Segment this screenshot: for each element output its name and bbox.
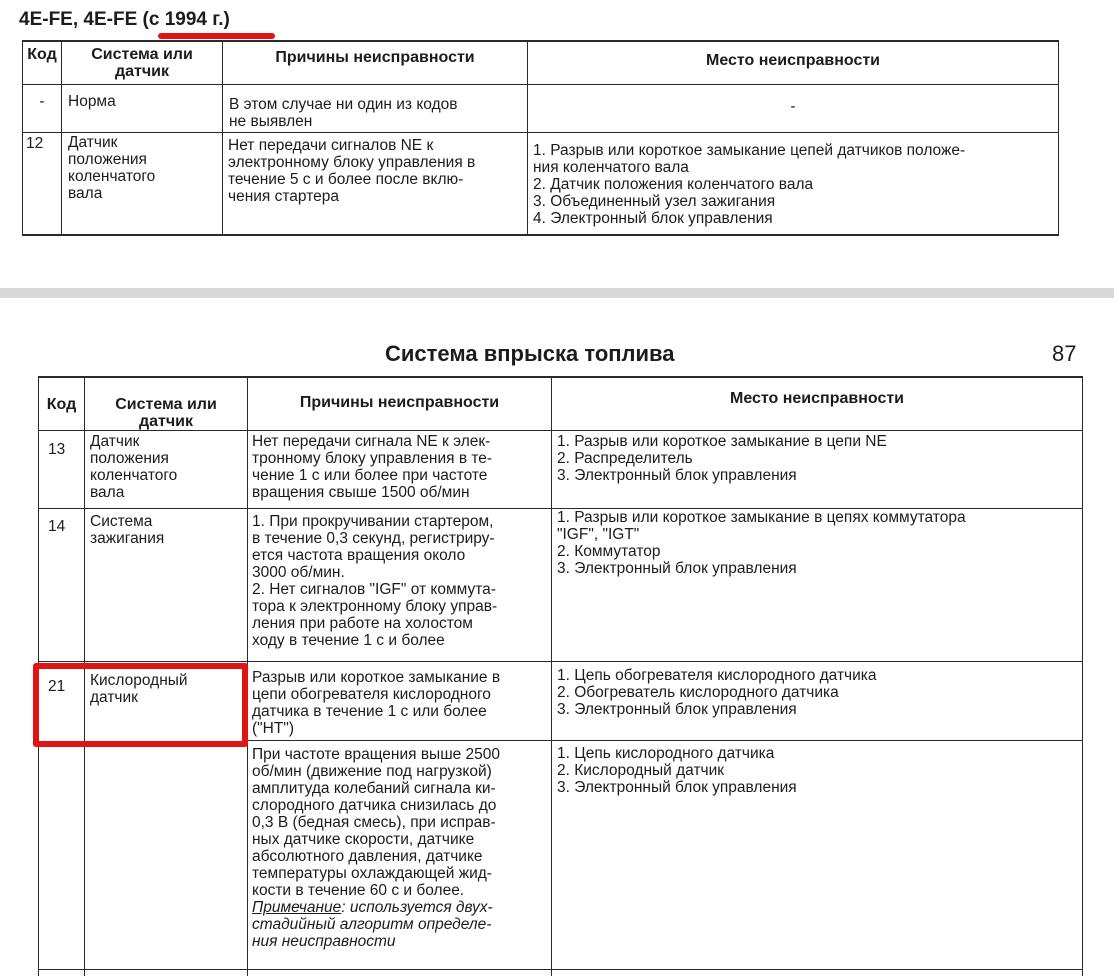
row14-code: 14 <box>48 518 66 535</box>
row13-system: Датчик положения коленчатого вала <box>90 433 178 501</box>
top-row2-system: Датчик положения коленчатого вала <box>68 134 156 202</box>
row21b-cause <box>252 746 500 950</box>
row21-cause: Разрыв или короткое замыкание в цепи обогревателя кислородного датчика в течение 1 с или более ("HT") <box>252 669 501 737</box>
top-row2-cause: Нет передачи сигналов NE к электронному блоку управления в течение 5 с и более после вклю- чения стартера <box>228 137 476 205</box>
row13-code: 13 <box>48 441 66 458</box>
header-code: Код <box>46 396 77 413</box>
row13-cause: Нет передачи сигнала NE к элек- тронному блоку управления в те- чение 1 с или более при частоте вращения свыше 1500 об/мин <box>252 433 493 501</box>
year-red-underline <box>158 33 275 39</box>
row14-location: 1. Разрыв или короткое замыкание в цепях коммутатора "IGF", "IGT" 2. Коммутатор 3. Электронный блок управления <box>557 509 966 577</box>
top-row1-system: Норма <box>68 93 116 110</box>
top-row1-code: - <box>39 93 45 110</box>
row14-system: Система зажигания <box>90 513 165 547</box>
top-header-cause: Причины неисправности <box>275 49 475 66</box>
row21-location: 1. Цепь обогревателя кислородного датчика 2. Обогреватель кислородного датчика 3. Электронный блок управления <box>557 667 877 718</box>
top-row1-location: - <box>790 98 796 115</box>
row21b-location: 1. Цепь кислородного датчика 2. Кислородный датчик 3. Электронный блок управления <box>557 745 797 796</box>
top-header-code: Код <box>27 46 57 63</box>
top-row1-cause: В этом случае ни один из кодов не выявлен <box>229 96 458 130</box>
top-row2-location: 1. Разрыв или короткое замыкание цепей датчиков положе- ния коленчатого вала 2. Датчик положения коленчатого вала 3. Объединенный узел зажигания 4. Электронный блок управления <box>533 142 966 227</box>
page-separator <box>0 288 1114 298</box>
top-title-year: (с 1994 г.) <box>142 9 230 30</box>
header-location: Место неисправности <box>729 390 905 407</box>
top-title-models: 4E-FE, 4E-FE <box>19 9 138 30</box>
top-header-location: Место неисправности <box>705 52 881 69</box>
row21b-cause-text: При частоте вращения выше 2500 об/мин (движение под нагрузкой) амплитуда колебаний сигнала ки- слородного датчика снизилась до 0,3 В (бедная смесь), при исправ- ных датчике скорости, датчике абсолютного давления, датчике температуры охлаждающей жид- кости в течение 60 с и более. <box>252 746 501 899</box>
header-cause: Причины неисправности <box>299 394 500 411</box>
header-system: Система или датчик <box>115 396 217 430</box>
row21-code: 21 <box>48 678 66 695</box>
top-title <box>19 9 230 31</box>
row21b-note-label: Примечание <box>252 899 342 916</box>
page-number: 87 <box>1052 341 1077 366</box>
top-header-system: Система или датчик <box>91 46 193 80</box>
oxygen-sensor-highlight-box <box>33 663 248 747</box>
row21-system: Кислородный датчик <box>90 672 188 706</box>
row21b-note-text: : используется двух- стадийный алгоритм определе- ния неисправности <box>252 899 493 950</box>
page-title: Система впрыска топлива <box>385 341 675 366</box>
row13-location: 1. Разрыв или короткое замыкание в цепи NE 2. Распределитель 3. Электронный блок управления <box>557 433 887 484</box>
row14-cause: 1. При прокручивании стартером, в течение 0,3 секунд, регистриру- ется частота вращения около 3000 об/мин. 2. Нет сигналов "IGF" от коммута- тора к электронному блоку управ- ления при работе на холостом ходу в течение 1 с и более <box>252 513 498 649</box>
top-row2-code: 12 <box>26 135 44 152</box>
